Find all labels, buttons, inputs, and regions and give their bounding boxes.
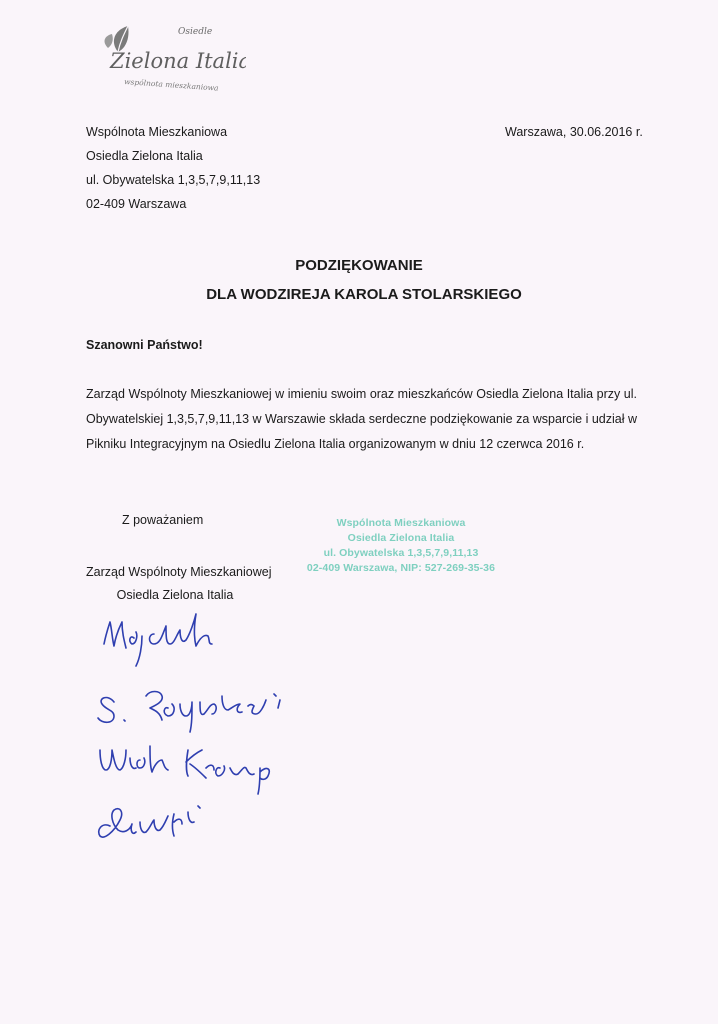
logo-tagline-text: wspólnota mieszkaniowa xyxy=(123,77,219,93)
sender-address xyxy=(86,120,260,216)
signature-2 xyxy=(98,692,280,733)
sender-line: ul. Obywatelska 1,3,5,7,9,11,13 xyxy=(86,173,261,187)
signature-3 xyxy=(100,746,269,794)
stamp-line: 02-409 Warszawa, NIP: 527-269-35-36 xyxy=(306,562,496,574)
closing-regards: Z poważaniem xyxy=(122,513,204,527)
letter-date: Warszawa, 30.06.2016 r. xyxy=(505,125,643,139)
letter-subtitle: DLA WODZIREJA KAROLA STOLARSKIEGO xyxy=(206,286,522,303)
logo-name-text: Zielona Italia xyxy=(110,49,246,73)
sender-line: Osiedla Zielona Italia xyxy=(86,149,203,163)
organization-logo xyxy=(96,20,246,95)
logo-top-text: Osiedle xyxy=(178,27,213,37)
stamp-line: Wspólnota Mieszkaniowa xyxy=(336,517,466,529)
sender-line: 02-409 Warszawa xyxy=(86,197,187,211)
sender-line: Wspólnota Mieszkaniowa xyxy=(86,125,228,139)
letter-body: Zarząd Wspólnoty Mieszkaniowej w imieniu swoim oraz mieszkańców Osiedla Zielona Italia przy ul. Obywatelskiej 1,3,5,7,9,11,13 w Warszawie składa serdeczne podziękowanie za wsparcie i udział w Pikniku Integracyjnym na Osiedlu Zielona Italia organizowanym w dniu 12 czerwca 2016 r. xyxy=(86,387,637,451)
stamp-line: Osiedla Zielona Italia xyxy=(347,532,455,544)
signature-4 xyxy=(99,806,200,837)
organization-stamp xyxy=(296,516,506,576)
letter-title: PODZIĘKOWANIE xyxy=(295,257,423,274)
salutation: Szanowni Państwo! xyxy=(86,338,203,352)
board-line: Zarząd Wspólnoty Mieszkaniowej xyxy=(86,565,272,579)
signature-1 xyxy=(104,614,212,666)
logo-image xyxy=(96,20,246,95)
handwritten-signatures xyxy=(70,600,330,860)
stamp-line: ul. Obywatelska 1,3,5,7,9,11,13 xyxy=(323,547,479,559)
board-line: Osiedla Zielona Italia xyxy=(116,588,234,602)
